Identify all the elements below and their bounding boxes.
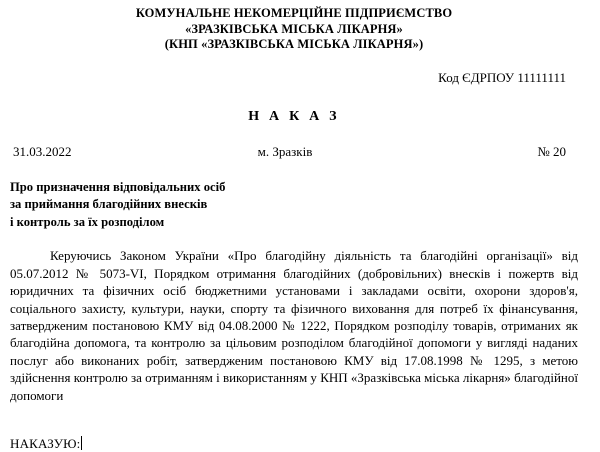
organisation-name-line-3: (КНП «ЗРАЗКІВСЬКА МІСЬКА ЛІКАРНЯ») [164, 37, 424, 52]
subject-line-1: Про призначення відповідальних осіб [10, 179, 226, 194]
edrpou-code: Код ЄДРПОУ 11111111 [438, 69, 566, 85]
subject-line-3: і контроль за їх розподілом [10, 214, 165, 229]
organisation-name-line-2: «ЗРАЗКІВСЬКА МІСЬКА ЛІКАРНЯ» [185, 21, 403, 36]
document-meta-row [10, 143, 578, 160]
document-type-heading: Н А К А З [248, 108, 340, 124]
text-cursor-caret [81, 436, 82, 450]
organisation-header [10, 0, 578, 53]
order-verb: НАКАЗУЮ: [10, 436, 81, 452]
order-verb-row [10, 435, 578, 452]
document-place: м. Зразків [257, 143, 313, 159]
document-number: № 20 [537, 143, 566, 159]
organisation-name-line-1: КОМУНАЛЬНЕ НЕКОМЕРЦІЙНЕ ПІДПРИЄМСТВО [135, 6, 453, 20]
preamble-paragraph: Керуючись Законом України «Про благодійну діяльність та благодійні організації» від 05.07.2012 № 5073-VI, Порядком отримання благодійних (добровільних) внесків і пожертв від юридичних та фізичних осіб бюджетними установами і закладами освіти, охорони здоров'я, соціального захисту, культури, науки, спорту та фізичного виховання для потреб їх фінансування, затвердженим постановою КМУ від 04.08.2000 № 1222, Порядком розподілу товарів, отриманих як благодійна допомога, та контролю за цільовим розподілом благодійної допомоги у вигляді наданих послуг або виконаних робіт, затвердженим постановою КМУ від 17.08.1998 № 1295, з метою здійснення контролю за отриманням і використанням у КНП «Зразківська міська лікарня» благодійної допомоги [10, 248, 578, 403]
document-subject [10, 179, 340, 232]
subject-line-2: за приймання благодійних внесків [10, 197, 208, 212]
document-date: 31.03.2022 [13, 143, 72, 159]
